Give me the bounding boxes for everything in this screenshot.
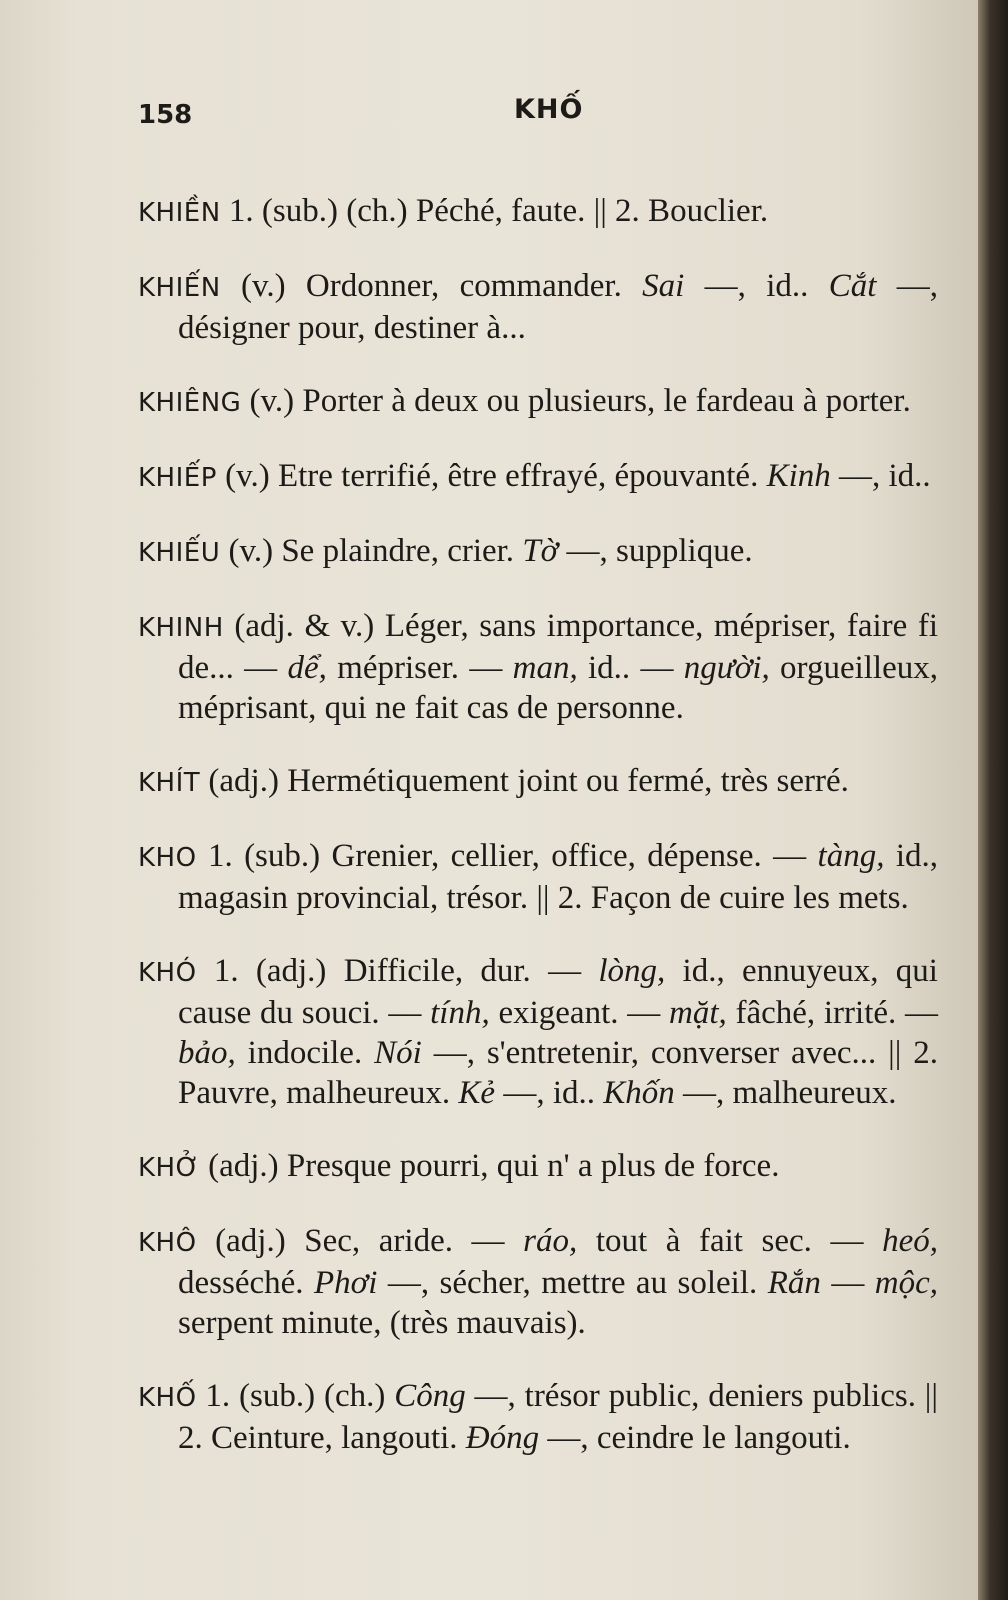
definition: serpent minute, (très mauvais). (178, 1305, 586, 1341)
example-term: mặt, (668, 995, 727, 1031)
definition: fâché, irrité. — (726, 995, 939, 1031)
definition: (adj.) Hermétiquement joint ou fermé, très serré. (200, 763, 849, 799)
entry-kho-acute (138, 951, 938, 1113)
example-term: Đóng (465, 1420, 540, 1456)
example-term: Tờ (522, 533, 559, 569)
example-term: tàng, (817, 838, 885, 874)
definition: id., magasin provincial, trésor. || 2. Façon de cuire les mets. (178, 838, 939, 916)
definition: 1. (adj.) Difficile, dur. — (196, 953, 599, 989)
example-term: Rắn (767, 1265, 821, 1301)
definition: id., ennuyeux, qui cause du souci. — (178, 953, 938, 1031)
headword: KHINH (138, 613, 224, 643)
example-term: Kinh (766, 458, 831, 494)
definition: —, s'entretenir, converser avec... || 2. Pauvre, malheureux. (178, 1035, 938, 1111)
example-term: man, (512, 650, 578, 686)
headword: KHIẾU (138, 538, 221, 568)
definition: (v.) Se plaindre, crier. (220, 533, 523, 569)
entry-khit (138, 761, 938, 803)
definition: (adj.) Presque pourri, qui n' a plus de force. (199, 1148, 780, 1184)
definition: tout à fait sec. — (577, 1223, 883, 1259)
example-term: Cắt (828, 268, 877, 304)
definition: —, id.. (684, 268, 829, 304)
page-number: 158 (138, 100, 193, 130)
example-term: Khốn (603, 1075, 675, 1111)
definition: —, supplique. (558, 533, 753, 569)
entry-khieng (138, 381, 938, 423)
definition: —, ceindre le langouti. (539, 1420, 851, 1456)
definition: orgueilleux, méprisant, qui ne fait cas de personne. (178, 650, 938, 726)
headword: KHỞ (138, 1153, 200, 1183)
entry-kho-hook (138, 1146, 938, 1188)
definition: (v.) Porter à deux ou plusieurs, le fardeau à porter. (241, 383, 911, 419)
headword: KHO (138, 843, 197, 873)
definition: 1. (sub.) (ch.) (196, 1378, 395, 1414)
entry-khien-2 (138, 266, 938, 348)
headword: KHÍT (138, 768, 201, 798)
headword: KHỐ (138, 1383, 197, 1413)
entry-khinh (138, 606, 938, 728)
definition: (v.) Ordonner, commander. (220, 268, 643, 304)
definition: —, désigner pour, destiner à... (178, 268, 939, 346)
example-term: ráo, (523, 1223, 578, 1259)
headword: KHÓ (138, 958, 197, 988)
definition: exigeant. — (489, 995, 669, 1031)
example-term: Phơi (313, 1265, 378, 1301)
definition: —, malheureux. (674, 1075, 897, 1111)
entry-list (138, 158, 938, 1471)
example-term: bảo, (178, 1035, 236, 1071)
example-term: dể, (287, 650, 327, 686)
book-page-edge (978, 0, 1008, 1600)
example-term: heó, (882, 1223, 938, 1259)
definition: (adj. & v.) Léger, sans importance, mépriser, faire fi de... — (178, 608, 938, 686)
example-term: lòng, (598, 953, 666, 989)
entry-kho-circumflex (138, 1221, 938, 1343)
example-term: Công (394, 1378, 466, 1414)
example-term: tính, (430, 995, 490, 1031)
definition: mépriser. — (326, 650, 513, 686)
example-term: Kẻ (458, 1075, 496, 1111)
definition: —, sécher, mettre au soleil. (377, 1265, 768, 1301)
definition: (adj.) Sec, aride. — (196, 1223, 524, 1259)
definition: (v.) Etre terrifié, être effrayé, épouvanté. (216, 458, 767, 494)
example-term: Sai (642, 268, 685, 304)
definition: —, id.. (495, 1075, 604, 1111)
example-term: mộc, (874, 1265, 938, 1301)
definition: 1. (sub.) (ch.) Péché, faute. || 2. Bouclier. (220, 193, 769, 229)
example-term: người, (683, 650, 770, 686)
headword: KHIẾP (138, 463, 217, 493)
definition: — (820, 1265, 875, 1301)
definition: indocile. (235, 1035, 375, 1071)
definition: 1. (sub.) Grenier, cellier, office, dépense. — (196, 838, 818, 874)
definition: —, id.. (830, 458, 931, 494)
entry-khien-1 (138, 191, 938, 233)
entry-khiep (138, 456, 938, 498)
entry-kho (138, 836, 938, 918)
headword: KHIẾN (138, 273, 221, 303)
entry-kho-acute-circumflex (138, 1376, 938, 1458)
entry-khieu (138, 531, 938, 573)
definition: id.. — (577, 650, 684, 686)
definition: —, trésor public, deniers publics. || 2. Ceinture, langouti. (178, 1378, 939, 1456)
example-term: Nói (374, 1035, 422, 1071)
running-head: KHỐ (514, 94, 584, 125)
headword: KHIÊNG (138, 388, 242, 418)
page-header (0, 92, 978, 142)
headword: KHÔ (138, 1228, 197, 1258)
definition: desséché. (178, 1265, 314, 1301)
headword: KHIỀN (138, 198, 221, 228)
